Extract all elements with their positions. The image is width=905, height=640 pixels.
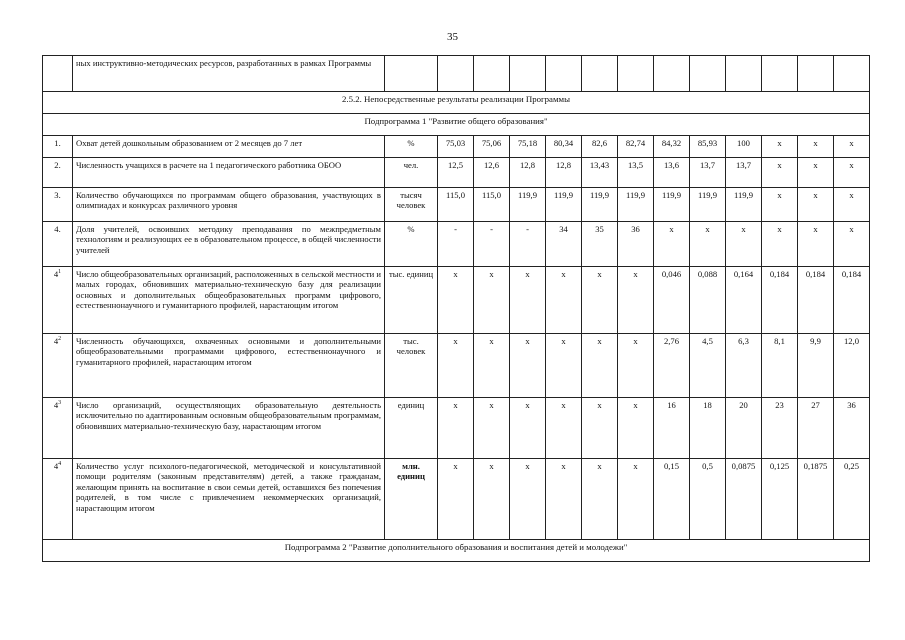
value-cell: x [510,267,546,334]
value-cell: - [510,222,546,267]
value-cell: 16 [654,398,690,459]
indicators-table [42,55,870,562]
value-cell: x [654,222,690,267]
value-cell: - [474,222,510,267]
value-cell: 2,76 [654,334,690,398]
value-cell: 82,6 [582,136,618,158]
indicator-description: Число общеобразовательных организаций, расположенных в сельской местности и малых городах, обновивших материально-техническую базу для реализации основных и дополнительных общеобразовательных программ цифрового, естественнонаучного и гуманитарного профилей, нарастающим итогом [73,267,385,334]
value-cell: x [834,188,870,222]
indicator-description: Количество услуг психолого-педагогической, методической и консультативной помощи родителям (законным представителям) детей, а также гражданам, желающим принять на воспитание в свои семьи детей, оставшихся без попечения родителей, в том числе с привлечением некоммерческих организаций, нарастающим итогом [73,459,385,540]
value-cell: 119,9 [546,188,582,222]
subprogram-heading-row [43,114,870,136]
value-cell: 119,9 [510,188,546,222]
value-cell: 85,93 [690,136,726,158]
value-cell: x [582,267,618,334]
value-cell: 0,046 [654,267,690,334]
table-row [43,398,870,459]
value-cell: 8,1 [762,334,798,398]
value-cell: 12,5 [438,158,474,188]
value-cell: x [510,398,546,459]
value-cell: 115,0 [474,188,510,222]
value-cell: 119,9 [582,188,618,222]
value-cell: 0,25 [834,459,870,540]
indicator-description: Численность учащихся в расчете на 1 педагогического работника ОБОО [73,158,385,188]
value-cell: 13,6 [654,158,690,188]
row-number: $4^2$ [43,334,73,398]
value-cell: 0,184 [798,267,834,334]
table-row [43,459,870,540]
value-cell: x [546,459,582,540]
value-cell: 119,9 [618,188,654,222]
continuation-row [43,56,870,92]
row-number: $4^3$ [43,398,73,459]
unit-cell: % [385,136,438,158]
value-cell: 13,5 [618,158,654,188]
value-cell: 4,5 [690,334,726,398]
indicator-description: Численность обучающихся, охваченных основными и дополнительными общеобразовательными программами цифрового, естественнонаучного и гуманитарного профилей, нарастающим итогом [73,334,385,398]
num-cell [43,56,73,92]
table-row [43,158,870,188]
unit-cell: тыс. человек [385,334,438,398]
value-cell: x [834,158,870,188]
unit-cell: единиц [385,398,438,459]
value-cell: 35 [582,222,618,267]
value-cell: 0,0875 [726,459,762,540]
value-cell: 0,088 [690,267,726,334]
value-cell: x [762,222,798,267]
value-cell: x [474,267,510,334]
continuation-text: ных инструктивно-методических ресурсов, разработанных в рамках Программы [73,56,385,92]
value-cell: 0,125 [762,459,798,540]
value-cell: x [510,459,546,540]
unit-cell: млн. единиц [385,459,438,540]
value-cell: 0,5 [690,459,726,540]
row-number: 2. [43,158,73,188]
value-cell: x [438,459,474,540]
value-cell: 12,8 [546,158,582,188]
value-cell: 27 [798,398,834,459]
value-cell: 20 [726,398,762,459]
value-cell: x [726,222,762,267]
value-cell: 0,1875 [798,459,834,540]
subprogram-2-heading: Подпрограмма 2 "Развитие дополнительного образования и воспитания детей и молодежи" [43,540,870,562]
table-row [43,267,870,334]
unit-cell: % [385,222,438,267]
subprogram-1-heading: Подпрограмма 1 "Развитие общего образования" [43,114,870,136]
indicator-description: Охват детей дошкольным образованием от 2 месяцев до 7 лет [73,136,385,158]
value-cell: x [798,188,834,222]
value-cell: - [438,222,474,267]
unit-cell: тыс. единиц [385,267,438,334]
value-cell: x [762,136,798,158]
value-cell: x [438,267,474,334]
value-cell: 75,06 [474,136,510,158]
value-cell: 84,32 [654,136,690,158]
value-cell: x [690,222,726,267]
value-cell: x [618,267,654,334]
row-number: 3. [43,188,73,222]
value-cell: 18 [690,398,726,459]
value-cell: x [798,158,834,188]
row-number: 1. [43,136,73,158]
value-cell: 119,9 [654,188,690,222]
value-cell: x [798,222,834,267]
row-number: $4^4$ [43,459,73,540]
value-cell: 12,6 [474,158,510,188]
value-cell: 12,8 [510,158,546,188]
row-number: 4. [43,222,73,267]
table-row [43,334,870,398]
section-heading: 2.5.2. Непосредственные результаты реализации Программы [43,92,870,114]
indicator-description: Число организаций, осуществляющих образовательную деятельность исключительно по адаптированным основным общеобразовательным программам, обновивших материально-техническую базу, нарастающим итогом [73,398,385,459]
value-cell: 34 [546,222,582,267]
value-cell: x [582,459,618,540]
value-cell: x [798,136,834,158]
page-number: 35 [447,31,458,43]
value-cell: 100 [726,136,762,158]
value-cell: x [510,334,546,398]
value-cell: 12,0 [834,334,870,398]
value-cell: x [474,459,510,540]
value-cell: 119,9 [726,188,762,222]
value-cell: x [618,459,654,540]
value-cell: 119,9 [690,188,726,222]
value-cell: 82,74 [618,136,654,158]
table-row [43,136,870,158]
value-cell: 9,9 [798,334,834,398]
value-cell: x [582,334,618,398]
value-cell: 115,0 [438,188,474,222]
value-cell: x [438,398,474,459]
value-cell: 0,184 [834,267,870,334]
table-row [43,188,870,222]
value-cell: x [834,136,870,158]
value-cell: 80,34 [546,136,582,158]
value-cell: x [546,334,582,398]
value-cell: x [546,398,582,459]
value-cell: 75,03 [438,136,474,158]
value-cell: 23 [762,398,798,459]
unit-cell: чел. [385,158,438,188]
value-cell: 0,15 [654,459,690,540]
value-cell: x [618,398,654,459]
subprogram-heading-row [43,540,870,562]
value-cell: x [762,188,798,222]
value-cell: 36 [618,222,654,267]
value-cell: x [834,222,870,267]
section-heading-row [43,92,870,114]
value-cell: x [618,334,654,398]
value-cell: x [582,398,618,459]
indicator-description: Количество обучающихся по программам общего образования, участвующих в олимпиадах и конкурсах различного уровня [73,188,385,222]
value-cell: 13,7 [726,158,762,188]
value-cell: 0,164 [726,267,762,334]
value-cell: x [474,334,510,398]
value-cell: x [546,267,582,334]
unit-cell: тысяч человек [385,188,438,222]
value-cell: 75,18 [510,136,546,158]
value-cell: 36 [834,398,870,459]
value-cell: 0,184 [762,267,798,334]
value-cell: x [762,158,798,188]
value-cell: 13,43 [582,158,618,188]
value-cell: 13,7 [690,158,726,188]
value-cell: 6,3 [726,334,762,398]
table-row [43,222,870,267]
indicator-description: Доля учителей, освоивших методику преподавания по межпредметным технологиям и реализующих ее в образовательном процессе, в общей численности учителей [73,222,385,267]
value-cell: x [474,398,510,459]
value-cell: x [438,334,474,398]
row-number: $4^1$ [43,267,73,334]
